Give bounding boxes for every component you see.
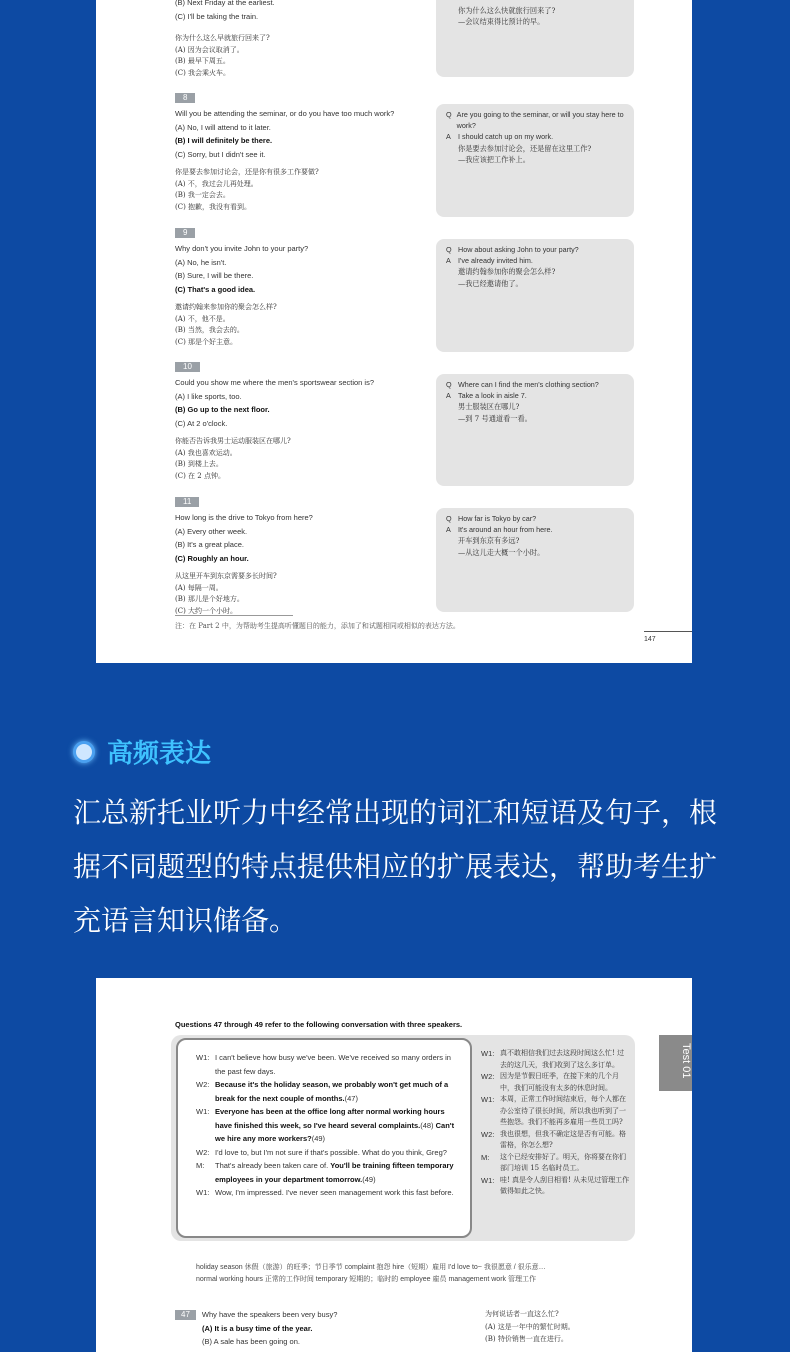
line-text-bold: Because it's the holiday season, we probably won't get much of a break for the next couple of months. — [215, 1080, 449, 1103]
option-c-correct: (C) Roughly an hour. — [175, 553, 249, 563]
answer-text: I should catch up on my work. — [458, 132, 554, 142]
answer-box-10 — [436, 374, 634, 486]
option-b: (B) It's a great place. — [175, 540, 244, 549]
q-label: Q — [446, 245, 452, 254]
option-a: (A) No, I will attend to it later. — [175, 122, 271, 132]
option-cn: (C) 那是个好主意。 — [175, 337, 238, 346]
question-cn: 你为什么这么早就旅行回来了? — [175, 34, 270, 42]
q-label: Q — [446, 514, 452, 523]
option-cn: (B) 特价销售一直在进行。 — [485, 1335, 568, 1343]
line-text-bold: You'll be training fifteen temporary employees in your department tomorrow. — [215, 1161, 454, 1184]
answer-box-9 — [436, 239, 634, 352]
conversation-line-cn — [481, 1094, 631, 1129]
line-text-bold: Can't we hire any more workers? — [215, 1120, 455, 1143]
speaker-label: M: — [196, 1161, 205, 1170]
question-cn: 你能否告诉我男士运动服装区在哪儿? — [175, 437, 291, 445]
option-cn: (A) 不，他不是。 — [175, 314, 230, 323]
line-text: I can't believe how busy we've been. We've received so many orders in the past few days. — [215, 1053, 451, 1076]
answer-cn: —我已经邀请他了。 — [458, 278, 523, 288]
question-number: 10 — [175, 362, 200, 372]
conversation-line — [196, 1186, 462, 1200]
option-cn: (B) 那儿是个好地方。 — [175, 595, 244, 603]
answer-question: Where can I find the men's clothing section? — [458, 380, 599, 389]
line-text-cn: 我也很想，但我不确定这是否有可能。格雷格，你怎么想? — [500, 1129, 626, 1149]
conversation-line — [196, 1051, 462, 1078]
option-cn: (C) 我会乘火车。 — [175, 68, 231, 77]
footnote-divider — [175, 615, 293, 616]
section-title: 高频表达 — [107, 738, 212, 768]
conversation-line — [196, 1159, 462, 1186]
option-b-correct: (B) Go up to the next floor. — [175, 405, 270, 414]
option-b-correct: (B) I will definitely be there. — [175, 136, 273, 145]
line-text-cn: 本周，正常工作时间结束后，每个人都在办公室待了很长时间，所以我也听到了一些抱怨。我们不能再多雇用一些员工吗? — [500, 1095, 626, 1126]
conversation-line — [196, 1078, 462, 1105]
vocabulary-line: holiday season 休假（旅游）的旺季；节日季节 complaint 抱怨 hire（短期）雇用 I'd love to~ 我很愿意 / 很乐意… — [196, 1264, 546, 1271]
question-ref: (49) — [311, 1134, 326, 1143]
speaker-label: W2: — [481, 1129, 495, 1139]
question-number: 8 — [175, 93, 195, 103]
line-text: I'd love to, but I'm not sure if that's possible. What do you think, Greg? — [215, 1147, 447, 1157]
section-heading — [73, 733, 211, 770]
speaker-label: W2: — [196, 1080, 210, 1089]
option-cn: (C) 大约一个小时。 — [175, 606, 238, 615]
q-label: Q — [446, 110, 452, 119]
speaker-label: W1: — [481, 1175, 495, 1185]
option-c: (C) Sorry, but I didn't see it. — [175, 149, 266, 159]
answer-cn: —从这儿走大概一个小时。 — [458, 547, 545, 557]
option-a: (A) Every other week. — [175, 526, 248, 536]
answer-box-11 — [436, 508, 634, 612]
speaker-label: W1: — [196, 1188, 210, 1197]
option-a-correct: (A) It is a busy time of the year. — [202, 1323, 313, 1333]
footnote: 注：在 Part 2 中，为帮助考生提高听懂题目的能力，添加了和试题相同或相似的表达方法。 — [175, 622, 460, 630]
bullet-dot-icon — [73, 741, 95, 763]
section-description: 汇总新托业听力中经常出现的词汇和短语及句子，根据不同题型的特点提供相应的扩展表达，帮助考生扩充语言知识储备。 — [73, 797, 718, 936]
answer-cn: 你是要去参加讨论会，还是留在这里工作? — [458, 143, 592, 153]
bottom-page — [96, 978, 692, 1352]
answer-question: How about asking John to your party? — [458, 245, 579, 254]
questions-heading: Questions 47 through 49 refer to the following conversation with three speakers. — [175, 1020, 463, 1029]
question-number: 11 — [175, 497, 199, 507]
a-label: A — [446, 391, 451, 401]
option-a: (A) No, he isn't. — [175, 257, 227, 267]
conversation-line — [196, 1105, 462, 1146]
conversation-chinese — [481, 1048, 631, 1198]
speaker-label: W1: — [196, 1053, 210, 1062]
conversation-line-cn — [481, 1152, 631, 1175]
option-b: (B) Next Friday at the earliest. — [175, 0, 275, 7]
answer-cn: —到 7 号通道看一看。 — [458, 413, 532, 423]
question-ref: (48) — [420, 1120, 434, 1130]
question-text: Why have the speakers been very busy? — [201, 1310, 338, 1319]
line-text-bold: Everyone has been at the office long after normal working hours have finished this week, so I've heard several complaints. — [215, 1107, 445, 1130]
answer-cn: 男士服装区在哪儿? — [458, 402, 520, 412]
speaker-label: W2: — [196, 1147, 210, 1157]
question-text: Could you show me where the men's sportswear section is? — [175, 378, 375, 387]
conversation-english — [176, 1038, 472, 1238]
answer-cn: —我应该把工作补上。 — [458, 154, 530, 164]
question-number: 47 — [175, 1310, 196, 1320]
question-47-cn — [485, 1308, 645, 1346]
answer-question: How far is Tokyo by car? — [458, 514, 537, 523]
option-cn: (B) 我一定会去。 — [175, 191, 230, 199]
option-cn: (B) 到楼上去。 — [175, 460, 223, 468]
line-text: Wow, I'm impressed. I've never seen management work this fast before. — [215, 1188, 454, 1197]
a-label: A — [446, 525, 451, 535]
speaker-label: W1: — [196, 1107, 210, 1116]
answer-cn: —会议结束得比预计的早。 — [458, 17, 545, 27]
question-10 — [175, 360, 437, 482]
option-cn: (A) 因为会议取消了。 — [175, 45, 244, 54]
question-number: 9 — [175, 228, 195, 238]
q-label: Q — [446, 380, 452, 389]
conversation-line-cn — [481, 1071, 631, 1094]
question-cn: 你是要去参加讨论会，还是你有很多工作要做? — [175, 168, 319, 176]
line-text-cn: 真不敢相信我们过去这段时间这么忙! 过去的这几天，我们收到了这么多订单。 — [500, 1049, 625, 1069]
option-cn: (B) 当然，我会去的。 — [175, 326, 244, 334]
answer-box-8 — [436, 104, 634, 217]
question-text: Will you be attending the seminar, or do you have too much work? — [175, 109, 395, 118]
speaker-label: W1: — [481, 1049, 495, 1058]
question-7-tail — [175, 0, 437, 79]
question-text: How long is the drive to Tokyo from here? — [175, 513, 313, 522]
option-cn: (B) 最早下周五。 — [175, 57, 230, 65]
question-ref: (49) — [362, 1174, 376, 1184]
conversation-line-cn — [481, 1048, 631, 1071]
answer-cn: 邀请约翰参加你的聚会怎么样? — [458, 267, 556, 277]
option-c: (C) I'll be taking the train. — [175, 11, 259, 21]
option-cn: (A) 我也喜欢运动。 — [175, 448, 237, 457]
question-47 — [175, 1308, 435, 1349]
line-text: That's already been taken care of. — [215, 1161, 329, 1170]
option-cn: (A) 不，我过会儿再处理。 — [175, 179, 258, 188]
line-text-cn: 哇! 真是令人刮目相看! 从未见过管理工作做得如此之快。 — [500, 1175, 630, 1195]
option-cn: (C) 抱歉，我没有看到。 — [175, 202, 252, 211]
question-9 — [175, 226, 437, 348]
question-11 — [175, 495, 437, 617]
question-cn: 从这里开车到东京需要多长时间? — [175, 572, 277, 580]
option-cn: (A) 这是一年中的繁忙时期。 — [485, 1322, 575, 1331]
question-ref: (47) — [344, 1093, 358, 1103]
page-number: 147 — [644, 631, 692, 643]
question-cn: 为何说话者一直这么忙? — [485, 1310, 559, 1318]
answer-text: It's around an hour from here. — [458, 525, 553, 535]
conversation-line — [196, 1146, 462, 1160]
line-text-cn: 因为是节假日旺季，在接下来的几个月中，我们可能没有太多的休息时间。 — [500, 1072, 619, 1092]
option-b: (B) A sale has been going on. — [202, 1337, 300, 1346]
answer-cn: 你为什么这么快就旅行回来了? — [458, 6, 556, 15]
answer-question: Are you going to the seminar, or will you stay here to work? — [456, 110, 624, 131]
top-page — [96, 0, 692, 663]
question-text: Why don't you invite John to your party? — [175, 244, 309, 253]
speaker-label: M: — [481, 1152, 490, 1162]
option-c: (C) At 2 o'clock. — [175, 418, 228, 428]
speaker-label: W2: — [481, 1072, 495, 1081]
option-c-correct: (C) That's a good idea. — [175, 284, 256, 294]
answer-text: I've already invited him. — [458, 256, 533, 266]
option-cn: (C) 在 2 点钟。 — [175, 471, 225, 480]
vocabulary-line: normal working hours 正常的工作时间 temporary 短期的；临时的 employee 雇员 management work 管理工作 — [196, 1276, 536, 1283]
answer-cn: 开车到东京有多远? — [458, 536, 520, 546]
answer-text: Take a look in aisle 7. — [458, 391, 527, 401]
option-a: (A) I like sports, too. — [175, 391, 242, 401]
option-cn: (A) 每隔一周。 — [175, 583, 223, 592]
conversation-line-cn — [481, 1129, 631, 1152]
a-label: A — [446, 256, 451, 266]
option-b: (B) Sure, I will be there. — [175, 271, 254, 280]
answer-box-7 — [436, 0, 634, 77]
a-label: A — [446, 132, 451, 142]
speaker-label: W1: — [481, 1095, 495, 1104]
question-8 — [175, 91, 437, 213]
question-cn: 邀请约翰来参加你的聚会怎么样? — [175, 303, 277, 311]
line-text-cn: 这个已经安排好了。明天，你将要在你们部门培训 15 名临时员工。 — [500, 1152, 626, 1172]
test-tab: Test 01 — [659, 1035, 692, 1091]
conversation-line-cn — [481, 1175, 631, 1198]
